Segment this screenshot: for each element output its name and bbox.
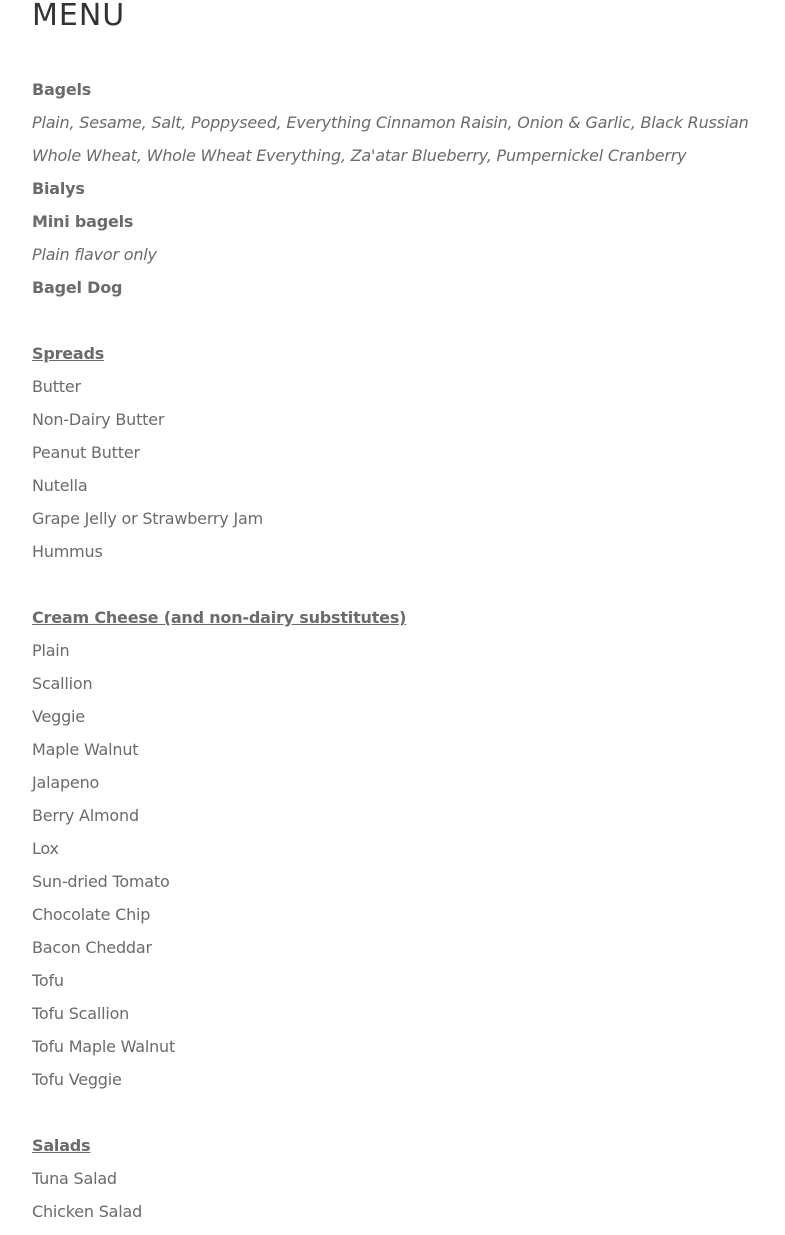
list-item: Tuna Salad <box>32 1169 117 1188</box>
list-item: Nutella <box>32 476 88 495</box>
bagels-heading: Bagels <box>32 80 92 99</box>
list-item: Butter <box>32 377 81 396</box>
list-item: Plain <box>32 641 70 660</box>
list-item: Jalapeno <box>32 773 100 792</box>
bialys-item: Bialys <box>32 179 85 198</box>
list-item: Veggie <box>32 707 85 726</box>
list-item: Grape Jelly or Strawberry Jam <box>32 509 263 528</box>
section-spacer <box>32 568 752 601</box>
list-item: Bacon Cheddar <box>32 938 152 957</box>
bagel-flavors-line-2: Whole Wheat, Whole Wheat Everything, Za'atar Blueberry, Pumpernickel Cranberry <box>32 146 687 165</box>
list-item: Chicken Salad <box>32 1202 143 1221</box>
page-title: MENU <box>32 0 126 33</box>
section-spacer <box>32 304 752 337</box>
bagel-flavors-line-1: Plain, Sesame, Salt, Poppyseed, Everything Cinnamon Raisin, Onion & Garlic, Black Russian <box>32 113 749 132</box>
salads-heading: Salads <box>32 1136 91 1155</box>
cream-cheese-heading: Cream Cheese (and non-dairy substitutes) <box>32 608 407 627</box>
list-item: Berry Almond <box>32 806 139 825</box>
menu-content <box>32 73 752 1228</box>
bagel-dog-item: Bagel Dog <box>32 278 123 297</box>
list-item: Peanut Butter <box>32 443 140 462</box>
list-item: Scallion <box>32 674 93 693</box>
spreads-heading: Spreads <box>32 344 105 363</box>
list-item: Maple Walnut <box>32 740 139 759</box>
list-item: Tofu <box>32 971 64 990</box>
mini-bagels-item: Mini bagels <box>32 212 134 231</box>
list-item: Sun-dried Tomato <box>32 872 170 891</box>
list-item: Hummus <box>32 542 103 561</box>
list-item: Tofu Veggie <box>32 1070 122 1089</box>
mini-bagels-note: Plain flavor only <box>32 245 157 264</box>
section-spacer <box>32 1096 752 1129</box>
list-item: Non-Dairy Butter <box>32 410 165 429</box>
list-item: Tofu Scallion <box>32 1004 130 1023</box>
list-item: Tofu Maple Walnut <box>32 1037 176 1056</box>
list-item: Lox <box>32 839 59 858</box>
list-item: Chocolate Chip <box>32 905 151 924</box>
